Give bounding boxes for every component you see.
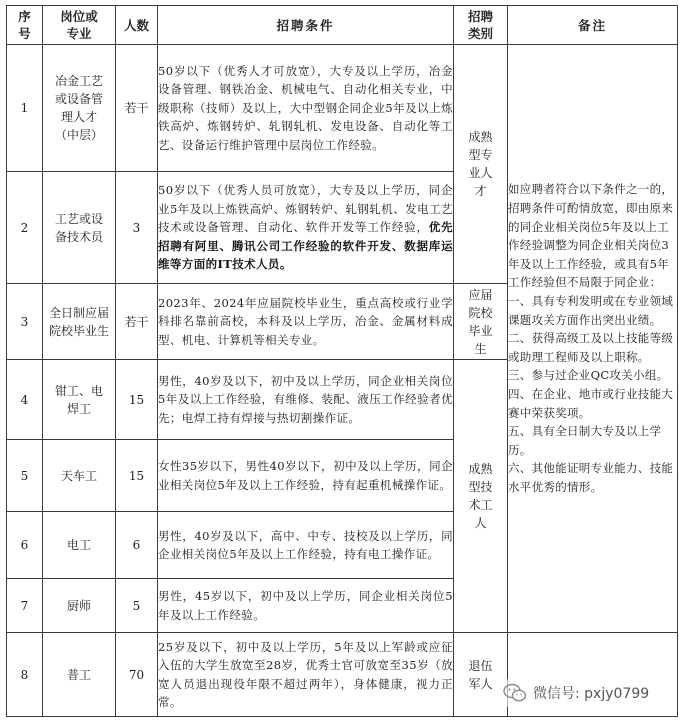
- conditions-text: 50岁以下（优秀人员可放宽），大专及以上学历，同企业5年及以上炼铁高炉、炼钢转炉、轧钢轧机、发电工艺技术或设备管理、自动化、软件开发等工作经验，: [158, 183, 453, 235]
- category-graduates: 应届院校毕业生: [454, 284, 508, 360]
- row-conditions: 女性35岁以下，男性40岁以下，初中及以上学历，同企业相关岗位5年及以上工作经验，持有起重机械操作证。: [158, 440, 454, 512]
- row-conditions: 25岁及以下，初中及以上学历，5年及以上军龄或应征入伍的大学生放宽至28岁，优秀士官可放宽至35岁（放宽人员退出现役年限不超过两年），身体健康，视力正常。: [158, 633, 454, 717]
- category-veterans: 退伍军人: [454, 633, 508, 717]
- header-count: 人数: [116, 6, 158, 45]
- row-seq: 3: [7, 284, 43, 360]
- remarks-intro: 如应聘者符合以下条件之一的，招聘条件可酌情放宽，即由原来的同企业相关岗位5年及以上工作经验调整为同企业相关岗位3年及以上工作经验，或具有5年工作经验但不局限于同企业：: [508, 182, 674, 290]
- row-conditions: 男性，40岁及以下，高中、中专、技校及以上学历，同企业相关岗位5年及以上工作经验，持有电工操作证。: [158, 512, 454, 579]
- header-conditions: 招聘条件: [158, 6, 454, 45]
- category-mature-talent: 成熟型专业人才: [454, 45, 508, 284]
- row-count: 15: [116, 360, 158, 440]
- remarks-cell: [508, 45, 678, 633]
- row-seq: 2: [7, 172, 43, 284]
- row-conditions: 50岁以下（优秀人才可放宽），大专及以上学历，冶金设备管理、钢铁冶金、机械电气、自动化相关专业，中级职称（技师）及以上，大中型钢企同企业5年及以上炼铁高炉、炼钢转炉、轧钢轧机、发电设备、自动化等工艺、设备运行维护管理中层岗位工作经验。: [158, 45, 454, 172]
- row-count: 3: [116, 172, 158, 284]
- remarks-item: 四、在企业、地市或行业技能大赛中荣获奖项。: [508, 386, 674, 420]
- row-seq: 4: [7, 360, 43, 440]
- header-post: 岗位或专业: [43, 6, 116, 45]
- row-count: 15: [116, 440, 158, 512]
- row-post: 普工: [43, 633, 116, 717]
- wechat-icon: [503, 683, 527, 703]
- header-remarks: 备注: [508, 6, 678, 45]
- remarks-item: 六、其他能证明专业能力、技能水平优秀的情形。: [508, 461, 674, 494]
- row-seq: 8: [7, 633, 43, 717]
- row-post: 厨师: [43, 579, 116, 633]
- watermark-text: 微信号: pxjy0799: [533, 686, 650, 702]
- table-header-row: [7, 6, 678, 45]
- row-count: 5: [116, 579, 158, 633]
- header-seq: 序号: [7, 6, 43, 45]
- table-row: [7, 45, 678, 172]
- row-seq: 1: [7, 45, 43, 172]
- header-category: 招聘类别: [454, 6, 508, 45]
- row-post: 天车工: [43, 440, 116, 512]
- remarks-item: 五、具有全日制大专及以上学历。: [508, 424, 662, 457]
- category-mature-worker: 成熟型技术工人: [454, 360, 508, 633]
- row-seq: 5: [7, 440, 43, 512]
- row-post: 全日制应届院校毕业生: [43, 284, 116, 360]
- row-count: 70: [116, 633, 158, 717]
- row-post: 电工: [43, 512, 116, 579]
- row-seq: 6: [7, 512, 43, 579]
- row-post: 工艺或设备技术员: [43, 172, 116, 284]
- conditions-highlight: 优先招聘有阿里、腾讯公司工作经验的软件开发、数据库运维等方面的IT技术人员。: [158, 220, 453, 272]
- row-count: 若干: [116, 45, 158, 172]
- watermark: [503, 679, 673, 707]
- remarks-item: 一、具有专利发明或在专业领域课题攻关方面作出突出业绩。: [508, 294, 674, 327]
- row-seq: 7: [7, 579, 43, 633]
- remarks-item: 三、参与过企业QC攻关小组。: [508, 368, 669, 383]
- row-conditions: 男性，40岁及以下，初中及以上学历，同企业相关岗位5年及以上工作经验，有维修、装配、液压工作经验者优先；电焊工持有焊接与热切割操作证。: [158, 360, 454, 440]
- row-post: 钳工、电焊工: [43, 360, 116, 440]
- row-post: 冶金工艺或设备管理人才（中层）: [43, 45, 116, 172]
- row-conditions: 男性，45岁以下，初中及以上学历，同企业相关岗位5年及以上工作经验。: [158, 579, 454, 633]
- row-count: 若干: [116, 284, 158, 360]
- remarks-item: 二、获得高级工及以上技能等级或助理工程师及以上职称。: [508, 331, 674, 364]
- row-conditions: [158, 172, 454, 284]
- row-count: 6: [116, 512, 158, 579]
- recruitment-table: [6, 5, 678, 717]
- row-conditions: 2023年、2024年应届院校毕业生，重点高校或行业学科排名靠前高校，本科及以上学历，冶金、金属材料成型、机电、计算机等相关专业。: [158, 284, 454, 360]
